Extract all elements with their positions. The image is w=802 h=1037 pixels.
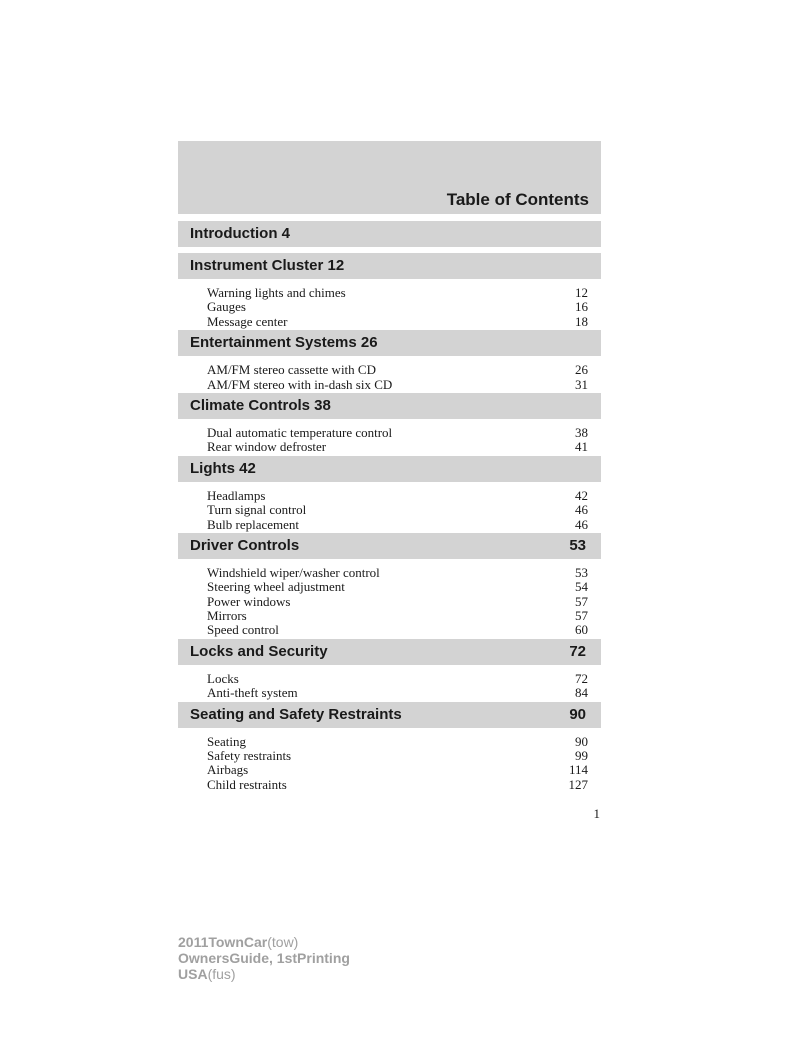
entry-page-number: 60 bbox=[575, 622, 588, 638]
toc-entry bbox=[178, 778, 601, 792]
section-entry-list bbox=[178, 362, 601, 392]
entry-page-number: 53 bbox=[575, 564, 588, 580]
entry-page-number: 90 bbox=[575, 733, 588, 749]
toc-entry bbox=[178, 580, 601, 594]
entry-title: Gauges bbox=[207, 299, 246, 315]
footer-model: 2011TownCar bbox=[178, 934, 268, 950]
toc-entry bbox=[178, 363, 601, 377]
footer-region: USA bbox=[178, 966, 208, 982]
section-title: Climate Controls 38 bbox=[190, 396, 331, 414]
entry-title: Child restraints bbox=[207, 776, 287, 792]
toc-entry bbox=[178, 763, 601, 777]
section-title: Entertainment Systems 26 bbox=[190, 334, 378, 352]
toc-entry bbox=[178, 489, 601, 503]
entry-title: Airbags bbox=[207, 762, 249, 778]
entry-page-number: 12 bbox=[575, 285, 588, 300]
toc-entry bbox=[178, 623, 601, 637]
section-entry-list bbox=[178, 425, 601, 455]
footer-model-code: (tow) bbox=[267, 934, 299, 950]
section-title: Introduction 4 bbox=[190, 225, 290, 242]
entry-page-number: 18 bbox=[575, 313, 588, 329]
footer-line-3 bbox=[178, 966, 350, 982]
entry-title: Bulb replacement bbox=[207, 516, 300, 532]
toc-entry bbox=[178, 735, 601, 749]
section-entry-list bbox=[178, 285, 601, 329]
entry-title: Message center bbox=[207, 313, 288, 329]
entry-title: Anti-theft system bbox=[207, 685, 298, 701]
section-header bbox=[178, 702, 601, 728]
entry-page-number: 57 bbox=[575, 593, 588, 609]
toc-entry bbox=[178, 518, 601, 532]
section-header bbox=[178, 393, 601, 419]
entry-title: AM/FM stereo cassette with CD bbox=[207, 362, 376, 378]
section-header bbox=[178, 639, 601, 665]
section-title: Instrument Cluster 12 bbox=[190, 257, 345, 274]
title-banner bbox=[178, 141, 601, 214]
entry-page-number: 84 bbox=[575, 685, 588, 701]
footer-line-1 bbox=[178, 934, 350, 950]
entry-title: Mirrors bbox=[207, 608, 247, 624]
entry-title: Power windows bbox=[207, 593, 291, 609]
entry-page-number: 31 bbox=[575, 376, 588, 392]
footer-region-code: (fus) bbox=[207, 966, 236, 982]
section-header bbox=[178, 253, 601, 279]
page-title: Table of Contents bbox=[446, 190, 589, 209]
entry-title: Headlamps bbox=[207, 487, 266, 503]
section-page-number: 90 bbox=[569, 705, 586, 723]
entry-title: Turn signal control bbox=[207, 502, 307, 518]
section-title: Driver Controls bbox=[190, 536, 300, 554]
toc-entry bbox=[178, 300, 601, 314]
toc-entry bbox=[178, 609, 601, 623]
entry-title: Seating bbox=[207, 733, 246, 749]
toc-entry bbox=[178, 315, 601, 329]
section-title: Seating and Safety Restraints bbox=[190, 705, 402, 723]
section-page-number: 72 bbox=[569, 642, 586, 660]
toc-entry bbox=[178, 672, 601, 686]
entry-title: Safety restraints bbox=[207, 748, 292, 764]
entry-title: Windshield wiper/washer control bbox=[207, 564, 380, 580]
section-entry-list bbox=[178, 734, 601, 793]
entry-page-number: 42 bbox=[575, 487, 588, 503]
section-header bbox=[178, 221, 601, 247]
section-page-number: 53 bbox=[569, 536, 586, 554]
entry-page-number: 46 bbox=[575, 502, 588, 518]
entry-title: Warning lights and chimes bbox=[207, 285, 346, 300]
entry-title: Steering wheel adjustment bbox=[207, 579, 345, 595]
entry-page-number: 46 bbox=[575, 516, 588, 532]
section-entry-list bbox=[178, 565, 601, 638]
entry-page-number: 99 bbox=[575, 748, 588, 764]
entry-title: AM/FM stereo with in-dash six CD bbox=[207, 376, 393, 392]
section-header bbox=[178, 533, 601, 559]
entry-page-number: 16 bbox=[575, 299, 588, 315]
entry-title: Rear window defroster bbox=[207, 439, 327, 455]
section-entry-list bbox=[178, 671, 601, 701]
section-header bbox=[178, 456, 601, 482]
toc-entry bbox=[178, 749, 601, 763]
toc-entry bbox=[178, 566, 601, 580]
toc-entry bbox=[178, 503, 601, 517]
entry-page-number: 57 bbox=[575, 608, 588, 624]
entry-title: Speed control bbox=[207, 622, 279, 638]
footer bbox=[178, 934, 350, 982]
toc-entry bbox=[178, 595, 601, 609]
entry-page-number: 41 bbox=[575, 439, 588, 455]
section-header bbox=[178, 330, 601, 356]
toc-entry bbox=[178, 286, 601, 300]
toc-entry bbox=[178, 686, 601, 700]
entry-page-number: 38 bbox=[575, 424, 588, 440]
table-of-contents bbox=[178, 221, 601, 793]
entry-page-number: 72 bbox=[575, 670, 588, 686]
footer-line-2: OwnersGuide, 1stPrinting bbox=[178, 950, 350, 966]
section-title: Lights 42 bbox=[190, 459, 256, 477]
section-entry-list bbox=[178, 488, 601, 532]
entry-page-number: 54 bbox=[575, 579, 588, 595]
entry-page-number: 114 bbox=[568, 762, 588, 778]
entry-title: Dual automatic temperature control bbox=[207, 424, 393, 440]
entry-page-number: 26 bbox=[575, 362, 588, 378]
page-number: 1 bbox=[593, 806, 600, 821]
toc-entry bbox=[178, 426, 601, 440]
section-title: Locks and Security bbox=[190, 642, 328, 660]
entry-page-number: 127 bbox=[568, 776, 588, 792]
toc-entry bbox=[178, 440, 601, 454]
entry-title: Locks bbox=[207, 670, 239, 686]
toc-entry bbox=[178, 378, 601, 392]
